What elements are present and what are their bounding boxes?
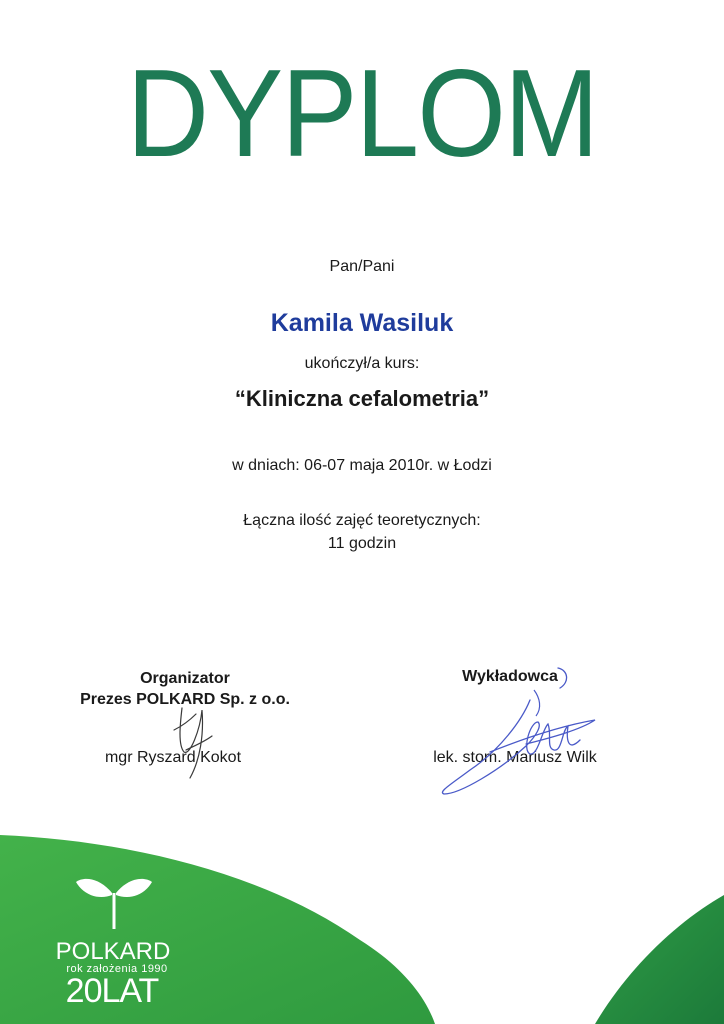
organizer-name: mgr Ryszard Kokot bbox=[104, 749, 242, 766]
course-name: “Kliniczna cefalometria” bbox=[234, 386, 490, 411]
certificate-title: DYPLOM bbox=[126, 45, 598, 183]
footer-right-wave bbox=[595, 895, 724, 1024]
logo-founded: rok założenia 1990 bbox=[66, 963, 168, 975]
logo-anniversary: 20LAT bbox=[65, 972, 159, 1010]
hours-value: 11 godzin bbox=[327, 535, 397, 552]
organizer-role: Prezes POLKARD Sp. z o.o. bbox=[80, 691, 290, 708]
lecturer-name: lek. stom. Mariusz Wilk bbox=[433, 749, 597, 766]
recipient-name: Kamila Wasiluk bbox=[270, 309, 454, 337]
course-dates: w dniach: 06-07 maja 2010r. w Łodzi bbox=[232, 457, 492, 474]
organizer-heading bbox=[60, 668, 310, 710]
honorific: Pan/Pani bbox=[329, 258, 395, 275]
lecturer-title: Wykładowca bbox=[462, 668, 558, 685]
hours-label: Łączna ilość zajęć teoretycznych: bbox=[243, 512, 481, 529]
logo-brand: POLKARD bbox=[55, 938, 171, 965]
completed-text: ukończył/a kurs: bbox=[304, 355, 420, 372]
organizer-title: Organizator bbox=[140, 670, 230, 687]
